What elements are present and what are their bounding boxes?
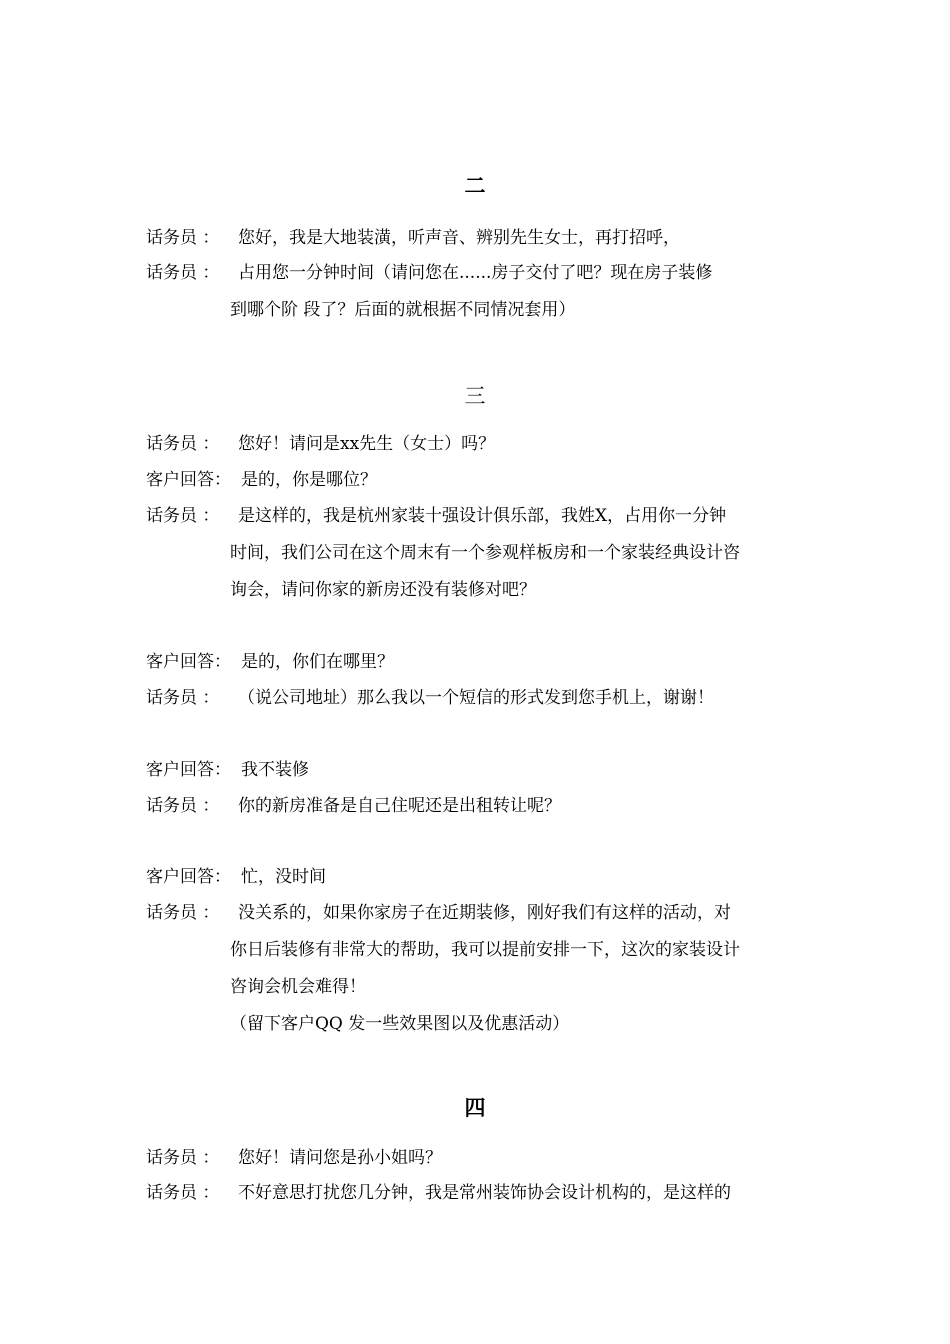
dialogue-continuation: 到哪个阶 段了？后面的就根据不同情况套用） bbox=[230, 300, 576, 320]
dialogue-continuation: 你日后装修有非常大的帮助，我可以提前安排一下，这次的家装设计 bbox=[230, 940, 740, 960]
dialogue-line bbox=[146, 794, 826, 818]
dialogue-line bbox=[146, 504, 826, 528]
dialogue-text: 您好！请问您是孙小姐吗？ bbox=[238, 1148, 442, 1168]
dialogue-line bbox=[146, 758, 826, 782]
dialogue-text: 您好，我是大地装潢，听声音、辨别先生女士，再打招呼， bbox=[238, 228, 680, 248]
dialogue-text: 是这样的，我是杭州家装十强设计俱乐部，我姓X，占用你一分钟 bbox=[238, 506, 727, 526]
dialogue-continuation: 咨询会机会难得！ bbox=[230, 977, 366, 997]
speaker-label: 话务员 ： bbox=[146, 688, 220, 708]
dialogue-text: 没关系的，如果你家房子在近期装修，刚好我们有这样的活动，对 bbox=[238, 903, 731, 923]
speaker-label: 话务员 ： bbox=[146, 434, 220, 454]
speaker-label: 话务员 ： bbox=[146, 796, 220, 816]
speaker-label: 话务员 ： bbox=[146, 263, 220, 283]
dialogue-text: 你的新房准备是自己住呢还是出租转让呢？ bbox=[238, 796, 561, 816]
dialogue-text: 占用您一分钟时间（请问您在......房子交付了吧？现在房子装修 bbox=[238, 263, 713, 283]
speaker-label: 客户回答： bbox=[146, 760, 231, 780]
dialogue-line bbox=[146, 226, 826, 250]
speaker-label: 话务员 ： bbox=[146, 506, 220, 526]
speaker-label: 话务员 ： bbox=[146, 1148, 220, 1168]
section-heading-2: 二 bbox=[464, 173, 486, 198]
dialogue-note: （留下客户QQ 发一些效果图以及优惠活动） bbox=[230, 1014, 570, 1034]
dialogue-text: 您好！请问是xx先生（女士）吗？ bbox=[238, 434, 496, 454]
dialogue-text: 是的，你是哪位？ bbox=[241, 470, 377, 490]
dialogue-line bbox=[146, 1146, 826, 1170]
speaker-label: 话务员 ： bbox=[146, 1183, 220, 1203]
dialogue-continuation: 询会，请问你家的新房还没有装修对吧？ bbox=[230, 580, 536, 600]
dialogue-line bbox=[146, 865, 826, 889]
dialogue-line bbox=[146, 686, 826, 710]
dialogue-line bbox=[146, 650, 826, 674]
speaker-label: 客户回答： bbox=[146, 652, 231, 672]
dialogue-text: 我不装修 bbox=[241, 760, 309, 780]
dialogue-continuation: 时间，我们公司在这个周末有一个参观样板房和一个家装经典设计咨 bbox=[230, 543, 740, 563]
dialogue-text: 忙，没时间 bbox=[241, 867, 326, 887]
dialogue-text: （说公司地址）那么我以一个短信的形式发到您手机上，谢谢！ bbox=[238, 688, 714, 708]
dialogue-line bbox=[146, 468, 826, 492]
dialogue-text: 不好意思打扰您几分钟，我是常州装饰协会设计机构的，是这样的 bbox=[238, 1183, 731, 1203]
dialogue-line bbox=[146, 261, 826, 285]
dialogue-line bbox=[146, 432, 826, 456]
speaker-label: 话务员 ： bbox=[146, 228, 220, 248]
section-heading-3: 三 bbox=[464, 384, 486, 408]
dialogue-line bbox=[146, 901, 826, 925]
speaker-label: 客户回答： bbox=[146, 470, 231, 490]
section-heading-4: 四 bbox=[464, 1095, 486, 1120]
speaker-label: 话务员 ： bbox=[146, 903, 220, 923]
dialogue-line bbox=[146, 1181, 826, 1205]
dialogue-text: 是的，你们在哪里？ bbox=[241, 652, 394, 672]
speaker-label: 客户回答： bbox=[146, 867, 231, 887]
